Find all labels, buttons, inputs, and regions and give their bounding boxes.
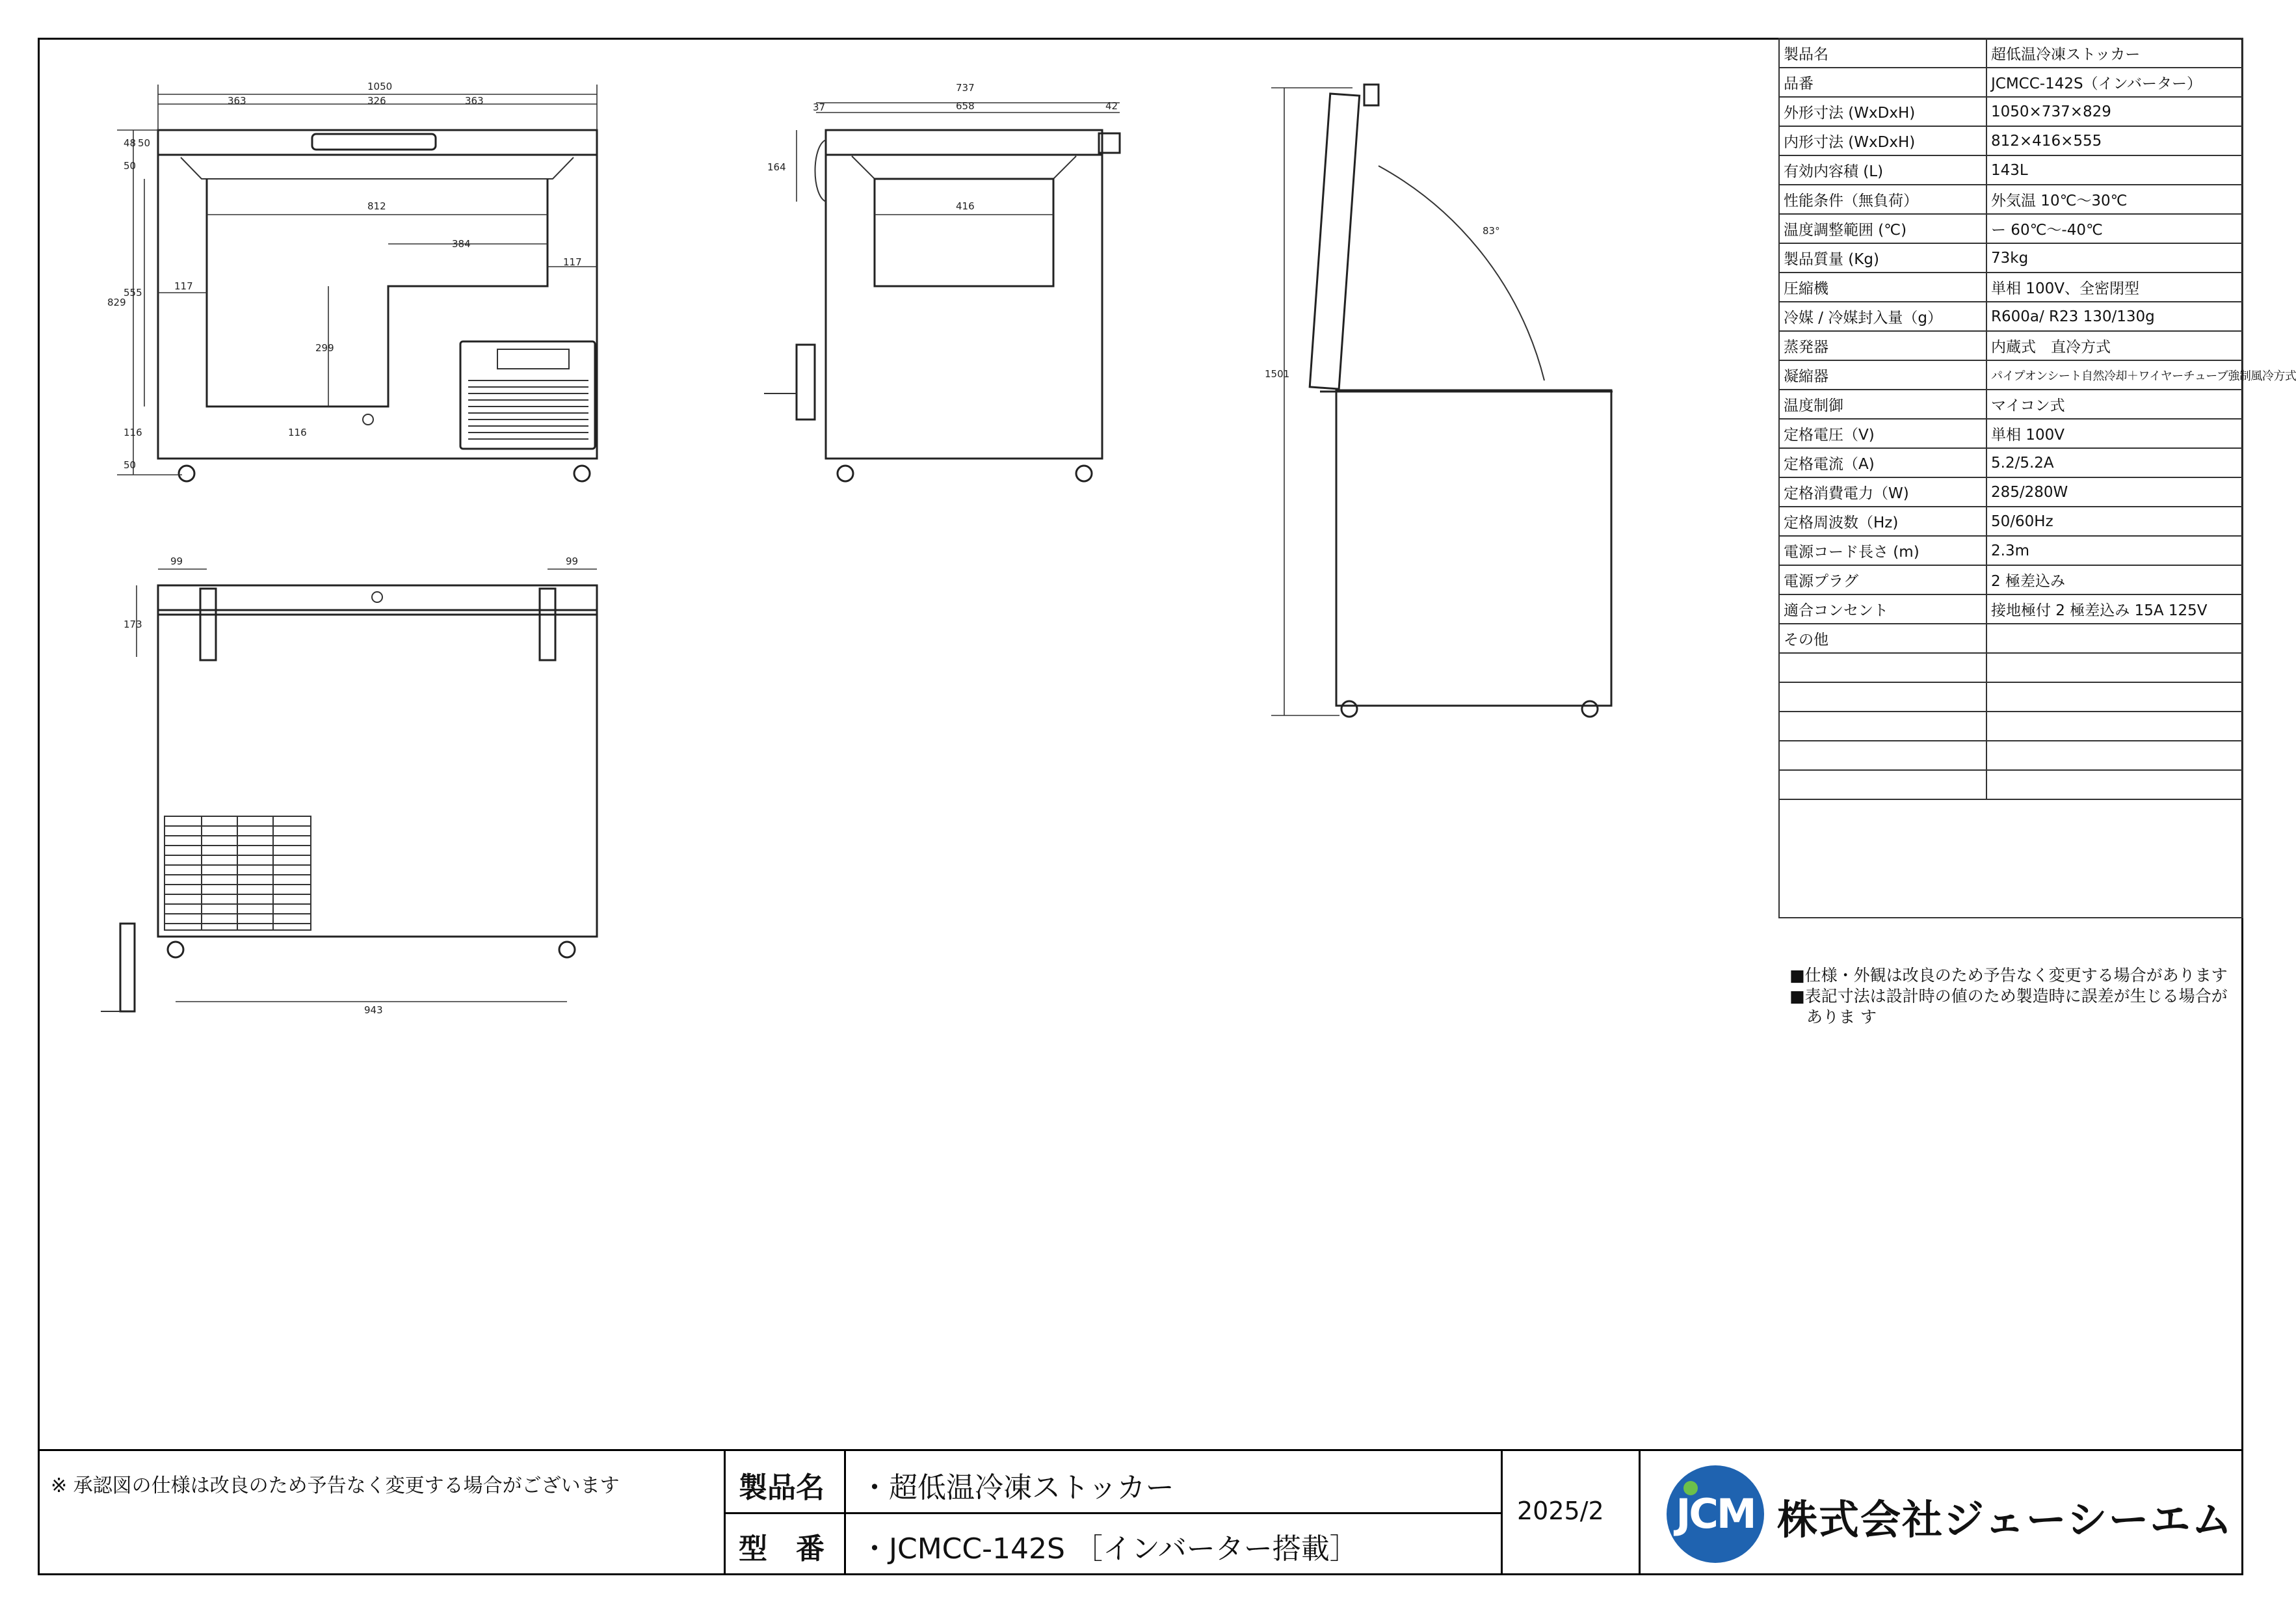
side-handle <box>815 140 826 202</box>
table-row <box>1779 712 2243 741</box>
note-line: ■表記寸法は設計時の値のため製造時に誤差が生じる場合が <box>1789 987 2228 1006</box>
dim-label: 116 <box>124 427 142 438</box>
vent-grille <box>468 380 588 439</box>
dim-label: 48 <box>124 137 137 149</box>
drain-plug <box>363 414 373 425</box>
dim-label: 42 <box>1105 100 1118 112</box>
open-hinge <box>1364 85 1379 105</box>
table-row: 圧縮機 単相 100V、全密閉型 <box>1779 273 2243 302</box>
table-row: 蒸発器 内蔵式 直冷方式 <box>1779 331 2243 360</box>
dim-label: 1050 <box>367 81 393 92</box>
side-lid <box>826 130 1102 155</box>
lid-gasket <box>181 157 574 179</box>
dim-label: 737 <box>956 82 975 94</box>
dim-label: 83° <box>1483 225 1500 237</box>
table-row <box>1779 741 2243 770</box>
table-row: 電源プラグ 2 極差込み <box>1779 565 2243 594</box>
side-view <box>764 103 1120 481</box>
dim-label: 363 <box>228 95 246 107</box>
dim-label: 1501 <box>1265 368 1290 380</box>
dim-label: 658 <box>956 100 975 112</box>
model-value: ・JCMCC-142S ［インバーター搭載］ <box>860 1532 1358 1566</box>
dim-label: 99 <box>170 555 183 567</box>
dim-label: 164 <box>767 161 786 173</box>
dim-label: 173 <box>124 619 142 630</box>
dim-label: 116 <box>288 427 307 438</box>
table-row: その他 <box>1779 624 2243 653</box>
front-handle <box>312 134 436 150</box>
approval-note: ※ 承認図の仕様は改良のため予告なく変更する場合がございます <box>51 1474 620 1497</box>
table-row <box>1779 799 2243 918</box>
table-row: 定格電圧（V) 単相 100V <box>1779 419 2243 448</box>
title-block <box>38 1449 2243 1575</box>
dim-label: 50 <box>124 459 137 471</box>
open-lid <box>1310 94 1359 389</box>
caster-left <box>179 466 194 481</box>
dim-label: 829 <box>107 297 126 308</box>
dim-label: 50 <box>124 160 137 172</box>
dim-label: 37 <box>813 101 826 113</box>
dim-label: 555 <box>124 287 142 299</box>
dim-label: 943 <box>364 1004 383 1016</box>
table-row: 電源コード長さ (m) 2.3m <box>1779 536 2243 565</box>
spec-notes <box>1789 965 2238 1028</box>
table-row: 性能条件（無負荷） 外気温 10℃～30℃ <box>1779 185 2243 214</box>
inner-outline <box>207 179 548 407</box>
side-power-cord <box>797 345 815 420</box>
product-name-label: 製品名 <box>739 1471 825 1504</box>
spec-table <box>1778 38 2296 918</box>
company-name: 株式会社ジェーシーエム <box>1777 1496 2234 1543</box>
dim-label: 99 <box>566 555 579 567</box>
caster-right <box>574 466 590 481</box>
table-row: 製品質量 (Kg) 73kg <box>1779 243 2243 273</box>
note-line: ■仕様・外観は改良のため予告なく変更する場合があります <box>1789 966 2228 985</box>
table-row: 外形寸法 (WxDxH) 1050×737×829 <box>1779 97 2243 126</box>
table-row: 適合コンセント 接地極付 2 極差込み 15A 125V <box>1779 594 2243 624</box>
table-row: 製品名 超低温冷凍ストッカー <box>1779 38 2243 68</box>
table-row: 温度制御 マイコン式 <box>1779 390 2243 419</box>
table-row <box>1779 653 2243 682</box>
back-view <box>101 569 597 1011</box>
display-window <box>497 349 569 369</box>
table-row: 冷媒 / 冷媒封入量（g） R600a/ R23 130/130g <box>1779 302 2243 331</box>
product-name-value: ・超低温冷凍ストッカー <box>860 1471 1174 1504</box>
open-body <box>1336 390 1611 706</box>
table-row <box>1779 682 2243 712</box>
model-label: 型 番 <box>739 1532 825 1566</box>
dim-label: 299 <box>315 342 334 354</box>
open-lid-view <box>1271 85 1613 717</box>
table-row: 定格周波数（Hz) 50/60Hz <box>1779 507 2243 536</box>
dim-label: 326 <box>367 95 386 107</box>
table-row: 内形寸法 (WxDxH) 812×416×555 <box>1779 126 2243 155</box>
back-hinge-right <box>540 589 555 660</box>
company-logo: JCM <box>1667 1465 1764 1563</box>
table-row: 有効内容積 (L) 143L <box>1779 155 2243 185</box>
table-row: 凝縮器 パイプオンシート自然冷却＋ワイヤーチューブ強制風冷方式 <box>1779 360 2243 390</box>
back-lid <box>158 585 597 610</box>
dim-label: 363 <box>465 95 484 107</box>
note-line: ありま す <box>1806 1007 1877 1026</box>
issue-date: 2025/2 <box>1517 1497 1604 1525</box>
dim-label: 117 <box>174 280 193 292</box>
table-row: 品番 JCMCC-142S（インバーター） <box>1779 68 2243 97</box>
back-power-cord <box>120 924 135 1011</box>
table-row: 温度調整範囲 (℃) ー 60℃～-40℃ <box>1779 214 2243 243</box>
back-hinge-left <box>200 589 216 660</box>
table-row: 定格消費電力（W) 285/280W <box>1779 477 2243 507</box>
dim-label: 416 <box>956 200 975 212</box>
table-row <box>1779 770 2243 799</box>
dim-label: 50 <box>138 137 151 149</box>
side-inner <box>875 179 1053 286</box>
dim-label: 384 <box>452 238 471 250</box>
swing-arc <box>1379 166 1544 380</box>
dim-label: 812 <box>367 200 386 212</box>
table-row: 定格電流（A) 5.2/5.2A <box>1779 448 2243 477</box>
dim-label: 117 <box>563 256 582 268</box>
